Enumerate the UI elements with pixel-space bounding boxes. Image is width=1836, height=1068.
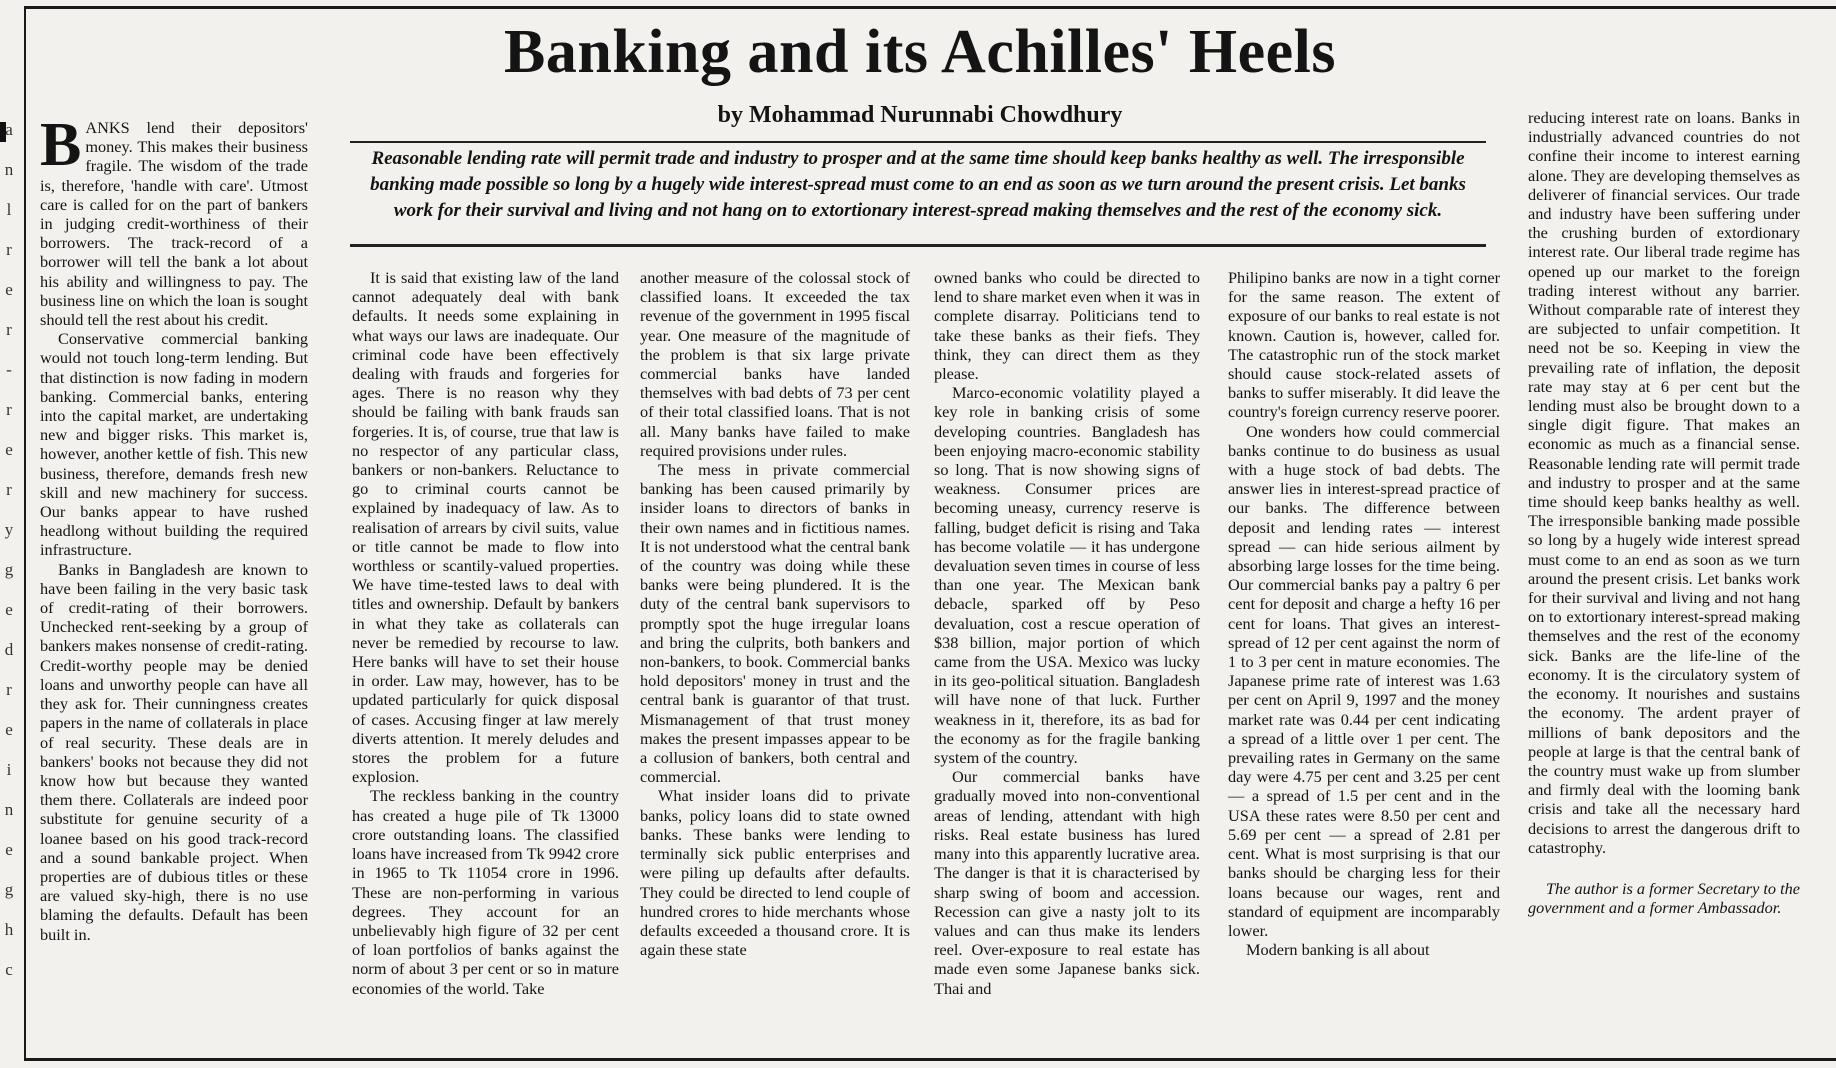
edge-fragment: c [5, 960, 13, 979]
left-rule [24, 6, 26, 1061]
paragraph: Philipino banks are now in a tight corner for the same reason. The extent of exposure of our banks to real estate is not known. Caution is, however, called for. The catastrophic run of the stock market should cause stock-related assets of banks to suffer miserably. It did leave the country's foreign currency reserve poorer. [1228, 268, 1500, 422]
article-column-5 [1228, 268, 1500, 959]
adjacent-column-fragments [0, 110, 18, 990]
top-rule [24, 6, 1836, 9]
edge-fragment: l [6, 200, 12, 219]
edge-fragment: n [4, 800, 14, 819]
edge-fragment: g [4, 880, 14, 899]
paragraph: What insider loans did to private banks, policy loans did to state owned banks. These banks were lending to terminally sick public enterprises and were piling up defaults after defaults. They could be directed to lend couple of hundred crores to hide merchants whose defaults exceeded a thousand crore. It is again these state [640, 786, 910, 960]
article-column-2 [352, 268, 619, 998]
article-column-4 [934, 268, 1200, 998]
author-credit: The author is a former Secretary to the government and a former Ambassador. [1528, 878, 1800, 918]
edge-fragment: d [4, 640, 14, 659]
edge-fragment: e [5, 720, 13, 739]
article-column-1 [40, 111, 308, 944]
edge-fragment: r [6, 480, 12, 499]
paragraph: owned banks who could be directed to lend to share market even when it was in complete disarray. Politicians tend to take these banks as their fiefs. They think, they can direct them as they please. [934, 268, 1200, 384]
edge-fragment: g [4, 560, 14, 579]
paragraph: another measure of the colossal stock of classified loans. It exceeded the tax revenue of the government in 1995 fiscal year. One measure of the magnitude of the problem is that six large private commercial banks have landed themselves with bad debts of 73 per cent of their total classified loans. That is not all. Many banks have failed to make required provisions under rules. [640, 268, 910, 460]
paragraph: The reckless banking in the country has created a huge pile of Tk 13000 crore outstanding loans. The classified loans have increased from Tk 9942 crore in 1965 to Tk 11054 crore in 1996. These are non-performing in various degrees. They account for an unbelievably high figure of 32 per cent of loan portfolios of banks against the norm of about 3 per cent or so in mature economies of the world. Take [352, 786, 619, 998]
edge-fragment: e [5, 600, 13, 619]
edge-fragment: i [6, 760, 12, 779]
paragraph [40, 111, 308, 330]
edge-fragment: r [6, 400, 12, 419]
paragraph: One wonders how could commercial banks continue to do business as usual with a huge stock of bad debts. The answer lies in interest-spread practice of our banks. The difference between deposit and lending rates — interest spread — can hide serious ailment by absorbing large losses for the time being. Our commercial banks pay a paltry 6 per cent for deposit and charge a hefty 16 per cent for loans. That gives an interest-spread of 12 per cent against the norm of 1 to 3 per cent in mature economies. The Japanese prime rate of interest was 1.63 per cent on April 9, 1997 and the money market rate was 0.44 per cent indicating a spread of a little over 1 per cent. The prevailing rates in Germany on the same day were 4.75 per cent and 3.25 per cent — a spread of 1.5 per cent and in the USA these rates were 8.50 per cent and 5.69 per cent — a spread of 2.81 per cent. What is most surprising is that our banks should be charging less for their loans because our wages, rent and standard of equipment are incomparably lower. [1228, 421, 1500, 940]
edge-fragment: r [6, 320, 12, 339]
edge-fragment: y [4, 520, 14, 539]
deck-summary: Reasonable lending rate will permit trade and industry to prosper and at the same time should keep banks healthy as well. The irresponsible banking made possible so long by a hugely wide interest-spread must come to an end as soon as we turn around the present crisis. Let banks work for their survival and living and not hang on to extortionary interest-spread making themselves and the rest of the economy sick. [350, 141, 1486, 247]
paragraph: reducing interest rate on loans. Banks in industrially advanced countries do not confine their income to interest earning alone. They are developing themselves as deliverer of financial services. Our trade and industry have been suffering under the crushing burden of extordionary interest rate. Our liberal trade regime has opened up our market to the foreign trading interest without any barrier. Without comparable rate of interest they are subjected to unfair competition. It need not be so. Keeping in view the prevailing rate of inflation, the deposit rate may stay at 6 per cent but the lending must also be brought down to a single digit figure. That makes an economic as much as a financial sense. Reasonable lending rate will permit trade and industry to prosper and at the same time should keep banks healthy as well. The irresponsible banking made possible so long by a hugely wide interest spread must come to an end as soon as we turn around the present crisis. Let banks work for their survival and living and not hang on to extortionary interest-spread making themselves and the rest of the economy sick. Banks are the life-line of the economy. It is the circulatory system of the economy. It nourishes and sustains the economy. The ardent prayer of millions of bank depositors and the people at large is that the central bank of the country must wake up from slumber and firmly deal with the looming bank crisis and take all the necessary hard decisions to arrest the dangerous drift to catastrophy. [1528, 108, 1800, 857]
paragraph: The mess in private commercial banking has been caused primarily by insider loans to directors of banks in their own names and in fictitious names. It is not understood what the central bank of the country was doing while these banks were being plundered. It is the duty of the central bank supervisors to promptly spot the huge irregular loans and bring the culprits, both bankers and non-bankers, to book. Commercial banks hold depositors' money in trust and the central bank is guarantor of that trust. Mismanagement of that trust money makes the present impasses appear to be a collusion of bankers, both central and commercial. [640, 460, 910, 787]
bottom-rule [24, 1058, 1836, 1061]
paragraph: Modern banking is all about [1246, 940, 1430, 960]
paragraph: Our commercial banks have gradually moved into non-conventional areas of lending, attendant with high risks. Real estate business has lured many into this apparently lucrative area. The danger is that it is characterised by sharp swing of boom and accession. Recession can give a nasty jolt to its values and can thus make its lenders reel. Over-exposure to real estate has made even some Japanese banks sick. Thai and [934, 767, 1200, 998]
edge-fragment: e [5, 440, 13, 459]
headline: Banking and its Achilles' Heels [503, 18, 1336, 86]
edge-fragment: r [6, 680, 12, 699]
edge-fragment: a [5, 120, 13, 139]
edge-fragment: e [5, 280, 13, 299]
paragraph: Marco-economic volatility played a key role in banking crisis of some developing countries. Bangladesh has been enjoying macro-economic stability so long. That is now showing signs of weakness. Consumer prices are becoming uneasy, currency reserve is falling, budget deficit is rising and Taka has become volatile — it has undergone devaluation seven times in course of less than one year. The Mexican bank debacle, sparked off by Peso devaluation, cost a rescue operation of $38 billion, major portion of which came from the USA. Mexico was lucky in its geo-political situation. Bangladesh will have none of that luck. Further weakness in it, therefore, its as bad for the economy as for the fragile banking system of the country. [934, 383, 1200, 768]
edge-fragment: h [4, 920, 14, 939]
edge-fragment: r [6, 240, 12, 259]
edge-fragment: n [4, 160, 14, 179]
paragraph: Conservative commercial banking would not touch long-term lending. But that distinction is now fading in modern banking. Commercial banks, entering into the capital market, are undertaking new and bigger risks. This market is, however, another kettle of fish. This new business, therefore, demands fresh new skill and new machinery for success. Our banks appear to have rushed headlong without building the required infrastructure. [40, 329, 308, 560]
paragraph: Banks in Bangladesh are known to have been failing in the very basic task of credit-rating of their borrowers. Unchecked rent-seeking by a group of bankers makes nonsense of credit-rating. Credit-worthy people may be denied loans and unworthy people can have all they ask for. Their cunningness creates papers in the name of collaterals in place of real security. These deals are in bankers' books not because they did not know how but because they wanted them there. Collaterals are indeed poor substitute for genuine security of a loanee based on his good track-record and a sound bankable project. When properties are of dubious titles or these are valued sky-high, there is no use blaming the defaults. Default has been built in. [40, 559, 308, 944]
edge-fragment: - [6, 360, 12, 379]
byline: by Mohammad Nurunnabi Chowdhury [717, 102, 1123, 128]
edge-fragment: e [5, 840, 13, 859]
article-column-3 [640, 268, 910, 959]
drop-cap: B [40, 111, 82, 179]
paragraph: It is said that existing law of the land cannot adequately deal with bank defaults. It needs some explaining in what ways our laws are inadequate. Our criminal code have been effectively dealing with frauds and forgeries for ages. There is no reason why they should be failing with bank frauds san forgeries. It is, of course, true that law is no respector of any particular class, bankers or non-bankers. Reluctance to go to criminal courts cannot be explained by inadequacy of law. As to realisation of arrears by civil suits, value or title cannot be made to flow into worthless or scantily-valued properties. We have time-tested laws to deal with titles and ownership. Default by bankers in what they take as collaterals can never be remedied by recourse to law. Here banks will have to set their house in order. Law may, however, has to be updated particularly for quick disposal of cases. Accusing finger at law merely diverts attention. It merely deludes and stores the problem for a future explosion. [352, 268, 619, 787]
paragraph-text: ANKS lend their depositors' money. This makes their business fragile. The wisdom of the trade is, therefore, 'handle with care'. Utmost care is called for on the part of bankers in judging credit-worthiness of their borrowers. The track-record of a borrower will tell the bank a lot about his ability and willingness to pay. The business line on which the loan is sought should tell the rest about his credit. [40, 118, 308, 330]
article-column-6 [1528, 108, 1800, 917]
